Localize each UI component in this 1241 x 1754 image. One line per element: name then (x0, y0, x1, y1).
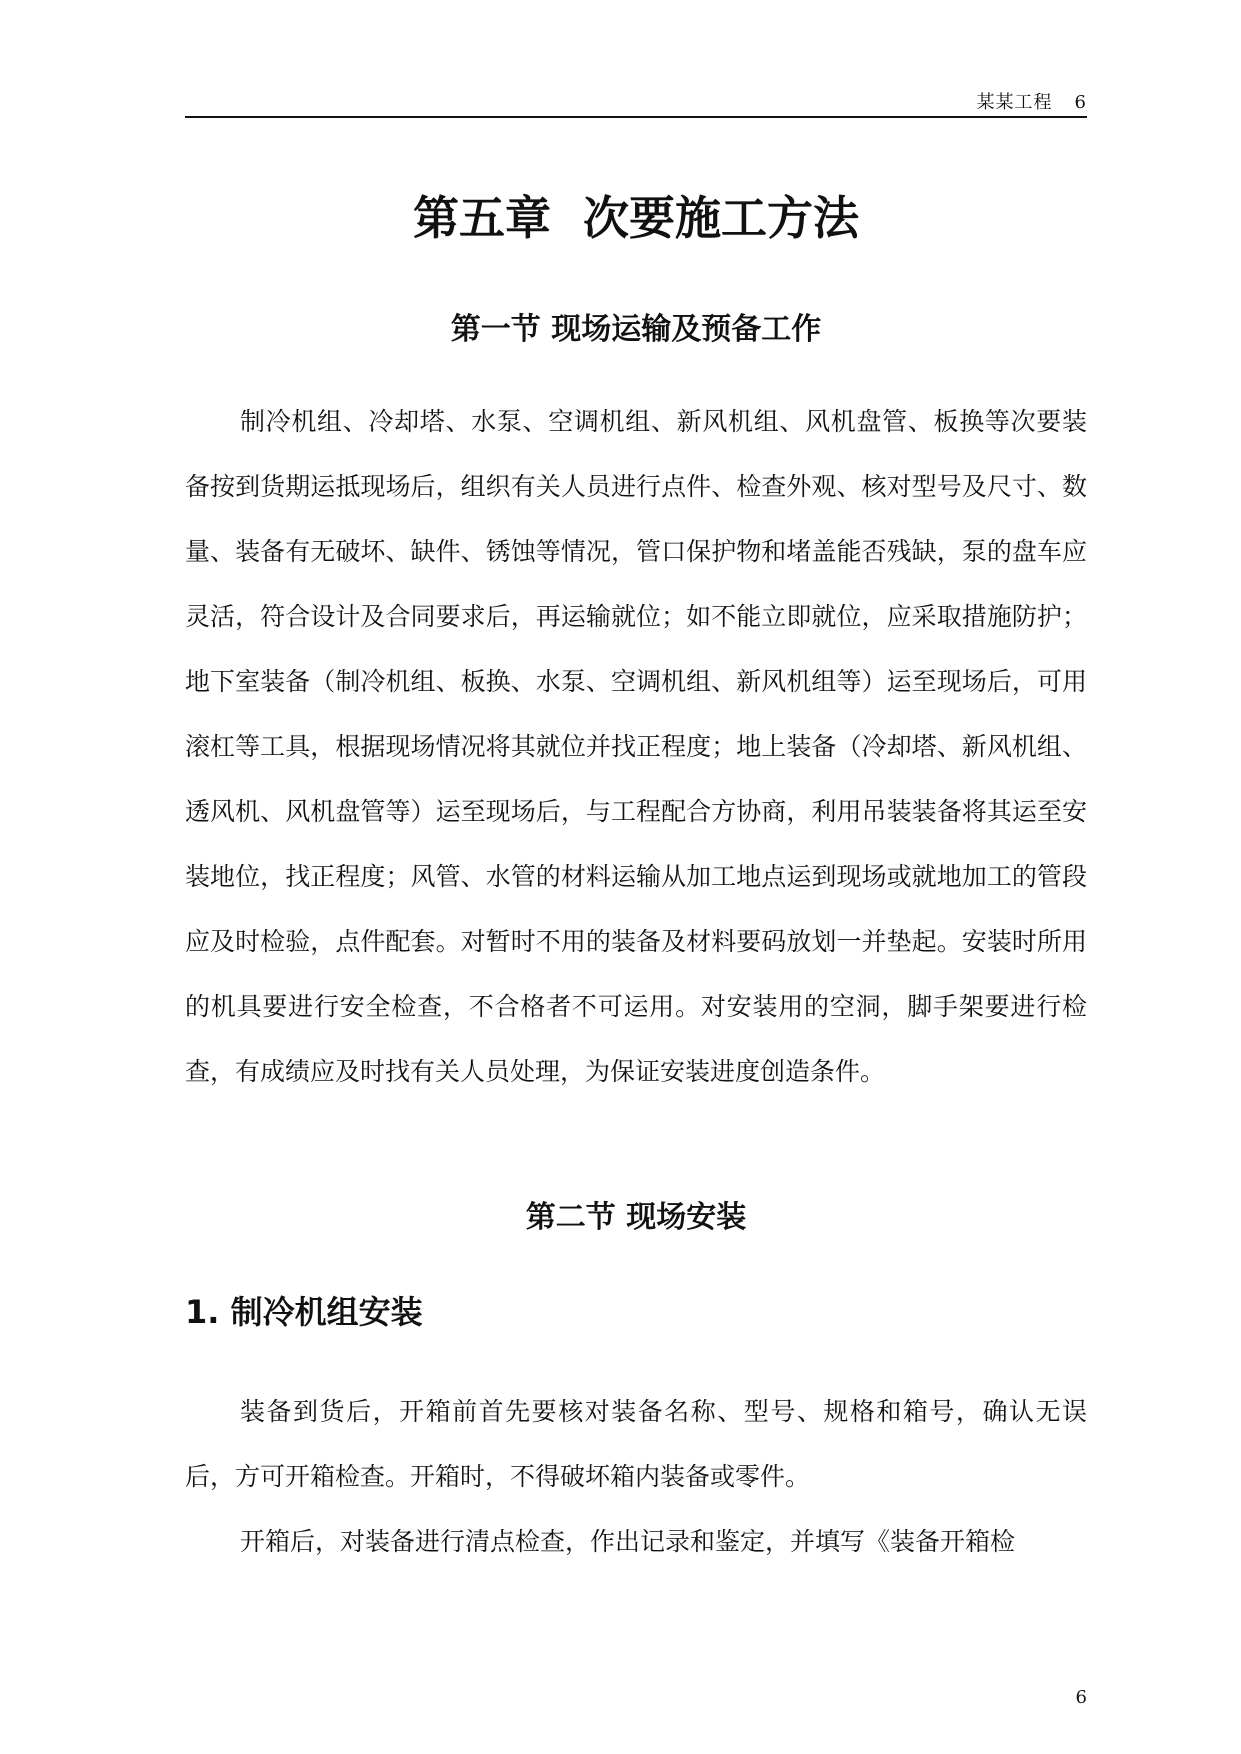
section-1-paragraph: 制冷机组、冷却塔、水泵、空调机组、新风机组、风机盘管、板换等次要装备按到货期运抵现场后，组织有关人员进行点件、检查外观、核对型号及尺寸、数量、装备有无破坏、缺件、锈蚀等情况，管口保护物和堵盖能否残缺，泵的盘车应灵活，符合设计及合同要求后，再运输就位；如不能立即就位，应采取措施防护；地下室装备（制冷机组、板换、水泵、空调机组、新风机组等）运至现场后，可用滚杠等工具，根据现场情况将其就位并找正程度；地上装备（冷却塔、新风机组、透风机、风机盘管等）运至现场后，与工程配合方协商，利用吊装装备将其运至安装地位，找正程度；风管、水管的材料运输从加工地点运到现场或就地加工的管段应及时检验，点件配套。对暂时不用的装备及材料要码放划一并垫起。安装时所用的机具要进行安全检查，不合格者不可运用。对安装用的空洞，脚手架要进行检查，有成绩应及时找有关人员处理，为保证安装进度创造条件。 (185, 407, 1087, 1086)
header-text (977, 88, 1087, 114)
subheading-chiller-installation: 1. 制冷机组安装 (185, 1293, 423, 1331)
page-header (185, 82, 1087, 118)
header-doc-title: 某某工程 (976, 92, 1053, 113)
section-title-1: 第一节 现场运输及预备工作 (450, 312, 822, 347)
section-title-2: 第二节 现场安装 (525, 1200, 747, 1235)
section-2-paragraph-2: 开箱后，对装备进行清点检查，作出记录和鉴定，并填写《装备开箱检 (240, 1527, 1016, 1556)
header-page-number: 6 (1074, 92, 1087, 113)
section-2-paragraph-1: 装备到货后，开箱前首先要核对装备名称、型号、规格和箱号，确认无误后，方可开箱检查。开箱时，不得破坏箱内装备或零件。 (185, 1397, 1087, 1491)
footer-page-number: 6 (1075, 1687, 1087, 1708)
chapter-title: 第五章 次要施工方法 (412, 191, 860, 245)
